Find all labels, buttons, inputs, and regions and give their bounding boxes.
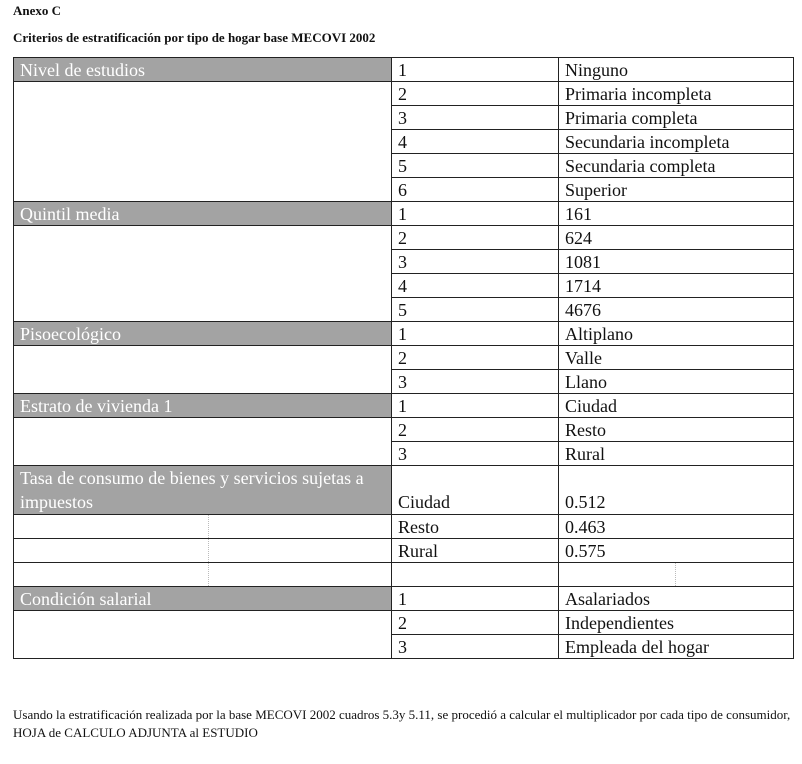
code-cell: 1 [392, 322, 559, 346]
value-cell: 624 [559, 226, 794, 250]
code-cell: 3 [392, 442, 559, 466]
value-cell: 0.463 [559, 515, 794, 539]
code-cell: 3 [392, 106, 559, 130]
stratification-table [13, 57, 794, 659]
code-cell: 2 [392, 82, 559, 106]
annex-label: Anexo C [13, 3, 62, 18]
code-cell: Resto [392, 515, 559, 539]
empty-cell [559, 563, 794, 587]
code-cell: 6 [392, 178, 559, 202]
footnote-paragraph: Usando la estratificación realizada por la base MECOVI 2002 cuadros 5.3y 5.11, se procedió a calcular el multiplicador por cada tipo de consumidor, HOJA de CALCULO ADJUNTA al ESTUDIO [13, 707, 791, 740]
code-cell: 4 [392, 274, 559, 298]
code-cell: 2 [392, 346, 559, 370]
code-cell: 2 [392, 226, 559, 250]
value-cell: Superior [559, 178, 794, 202]
table-row [14, 226, 794, 250]
code-cell: 5 [392, 154, 559, 178]
value-cell: Primaria completa [559, 106, 794, 130]
code-cell: 2 [392, 418, 559, 442]
value-cell: 1714 [559, 274, 794, 298]
code-cell: 3 [392, 250, 559, 274]
value-cell: Independientes [559, 611, 794, 635]
value-cell: 161 [559, 202, 794, 226]
code-cell: 1 [392, 58, 559, 82]
criterion-header: Condición salarial [14, 587, 392, 611]
empty-cell [14, 539, 392, 563]
value-cell: Secundaria incompleta [559, 130, 794, 154]
code-cell: 1 [392, 394, 559, 418]
value-cell: Altiplano [559, 322, 794, 346]
table-row [14, 418, 794, 442]
value-cell: Empleada del hogar [559, 635, 794, 659]
table-row [14, 466, 794, 515]
table-row [14, 611, 794, 635]
table-row [14, 202, 794, 226]
table-row [14, 515, 794, 539]
code-cell: 3 [392, 635, 559, 659]
table-row [14, 394, 794, 418]
value-cell: Ciudad [559, 394, 794, 418]
empty-cell [14, 346, 392, 394]
table-row [14, 82, 794, 106]
value-cell: Asalariados [559, 587, 794, 611]
criterion-header: Tasa de consumo de bienes y servicios sujetas a impuestos [14, 466, 392, 515]
code-cell: 3 [392, 370, 559, 394]
empty-cell [14, 226, 392, 322]
value-cell: 0.575 [559, 539, 794, 563]
code-cell: Rural [392, 539, 559, 563]
code-cell: 1 [392, 587, 559, 611]
empty-cell [14, 563, 392, 587]
criterion-header: Quintil media [14, 202, 392, 226]
empty-cell [14, 418, 392, 466]
value-cell: Secundaria completa [559, 154, 794, 178]
table-row [14, 58, 794, 82]
value-cell: Rural [559, 442, 794, 466]
code-cell: 5 [392, 298, 559, 322]
value-cell: 0.512 [559, 466, 794, 515]
table-row-spacer [14, 563, 794, 587]
table-row [14, 587, 794, 611]
table-caption: Criterios de estratificación por tipo de hogar base MECOVI 2002 [13, 30, 376, 45]
value-cell: Ninguno [559, 58, 794, 82]
value-cell: 4676 [559, 298, 794, 322]
criterion-header: Pisoecológico [14, 322, 392, 346]
code-cell: Ciudad [392, 466, 559, 515]
value-cell: Primaria incompleta [559, 82, 794, 106]
code-cell: 2 [392, 611, 559, 635]
empty-cell [14, 82, 392, 202]
value-cell: Valle [559, 346, 794, 370]
empty-cell [14, 515, 392, 539]
value-cell: 1081 [559, 250, 794, 274]
code-cell: 4 [392, 130, 559, 154]
empty-cell [14, 611, 392, 659]
value-cell: Resto [559, 418, 794, 442]
table-row [14, 346, 794, 370]
code-cell: 1 [392, 202, 559, 226]
table-row [14, 539, 794, 563]
empty-cell [392, 563, 559, 587]
criterion-header: Nivel de estudios [14, 58, 392, 82]
table-row [14, 322, 794, 346]
value-cell: Llano [559, 370, 794, 394]
criterion-header: Estrato de vivienda 1 [14, 394, 392, 418]
